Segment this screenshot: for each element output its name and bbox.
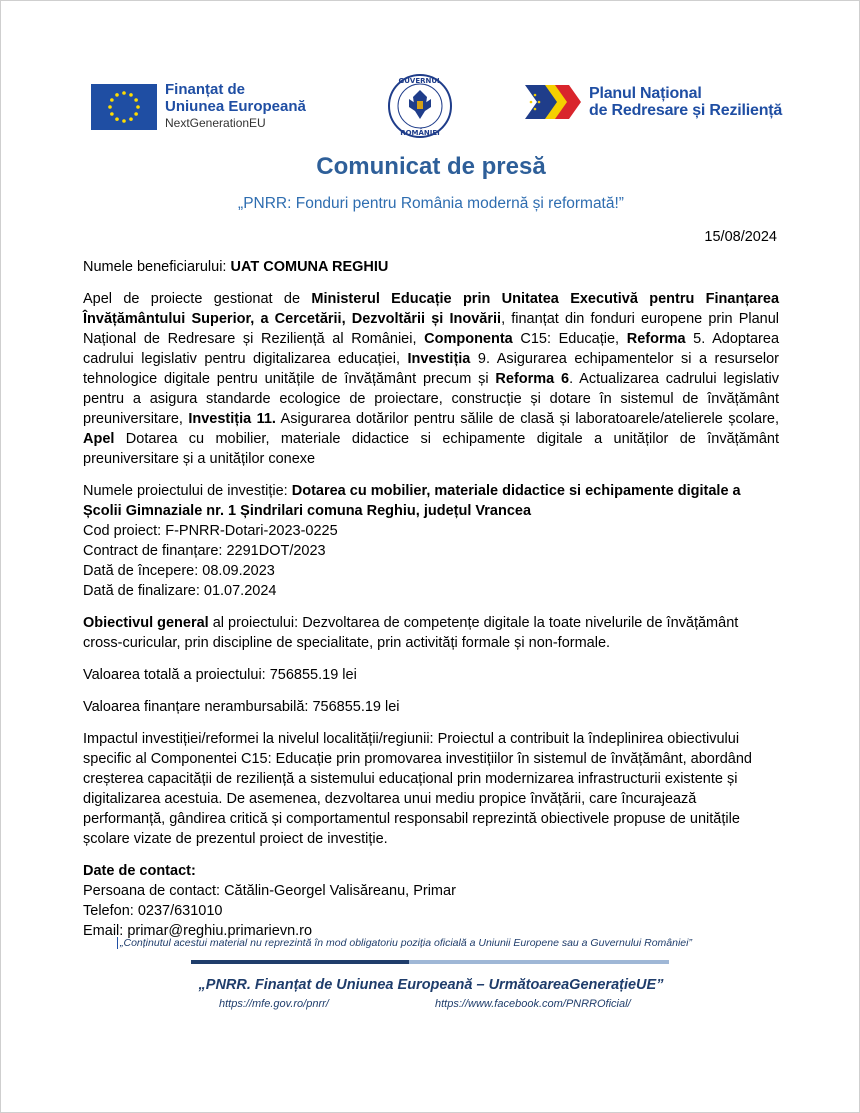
pnrr-logo-line2: de Redresare și Reziliență (589, 102, 783, 119)
contact-heading: Date de contact: (83, 863, 196, 879)
project-name-label: Numele proiectului de investiție: (83, 483, 292, 499)
project-name-line (83, 481, 779, 521)
call-ministry: Ministerul Educație prin Unitatea Executivă pentru Finanțarea Învățământului Superior, a Cercetării, Dezvoltării și Inovării (83, 291, 780, 327)
eu-star-icon (129, 93, 133, 97)
document-body (83, 257, 779, 953)
contact-phone: Telefon: 0237/631010 (83, 903, 223, 919)
logo-header (1, 73, 860, 143)
eu-flag-icon (91, 84, 157, 130)
project-end-date: Dată de finalizare: 01.07.2024 (83, 583, 277, 599)
eu-star-icon (134, 98, 138, 102)
objective-paragraph (83, 613, 779, 653)
call-text: . Actualizarea cadrului legislativ pentru a asigura standarde ecologice de proiectare, construcție și dotare în sistemul de învățământ preuniversitare, (83, 371, 779, 427)
eu-logo-line2: Uniunea Europeană (165, 98, 306, 115)
seal-top-text: GUVERNUL (398, 77, 442, 85)
call-text: , finanțat din fonduri europene prin Planul Național de Redresare și Reziliență al României, (83, 311, 780, 347)
eu-star-icon (108, 105, 112, 109)
project-code: Cod proiect: F-PNRR-Dotari-2023-0225 (83, 523, 338, 539)
eu-star-icon (134, 112, 138, 116)
footer-title: „PNRR. Finanțat de Uniunea Europeană – UrmătoareaGenerațieUE” (198, 977, 664, 993)
eu-star-icon (115, 117, 119, 121)
eu-star-icon (110, 98, 114, 102)
eu-star-icon (122, 91, 126, 95)
impact-paragraph: Impactul investiției/reformei la nivelul localității/regiunii: Proiectul a contribuit la îndeplinirea obiectivului specific al Componentei C15: Educație prin promovarea investițiilor în sistemul de învățământ, abordând creșterea capacității de reziliență a sistemului educațional prin modernizarea infrastructurii existente și digitalizarea acestuia. De asemenea, dezvoltarea unui mediu propice învățării, care încurajează performanță, gândirea critică și comportamentul responsabil reprezintă obiectivele propuse de unitățile școlare vizate de prezentul proiect de investiție. (83, 731, 752, 847)
government-seal-icon (387, 73, 453, 139)
project-details (83, 481, 779, 601)
contact-person: Persoana de contact: Cătălin-Georgel Valisăreanu, Primar (83, 883, 456, 899)
pnrr-flag-icon (525, 85, 583, 119)
objective-label: Obiectivul general (83, 615, 209, 631)
seal-bottom-text: ROMÂNIEI (400, 129, 440, 137)
call-text: Asigurarea dotărilor pentru sălile de clasă și laboratoarele/atelierele școlare, (275, 411, 780, 427)
eu-funding-logo (91, 81, 306, 132)
press-release-subtitle: „PNRR: Fonduri pentru România modernă și reformată!” (238, 195, 624, 212)
beneficiary-label: Numele beneficiarului: (83, 259, 231, 275)
eu-star-icon (129, 117, 133, 121)
call-text: 9. Asigurarea echipamentelor si a resurselor tehnologice digitale pentru unitățile de învățământ precum și (83, 351, 780, 387)
call-reform-label: Reforma (626, 331, 686, 347)
pnrr-logo-line1: Planul Național (589, 85, 702, 102)
facebook-link[interactable]: https://www.facebook.com/PNRROficial/ (435, 998, 631, 1010)
call-investment-label: Investiția (407, 351, 471, 367)
beneficiary-value: UAT COMUNA REGHIU (230, 259, 389, 275)
footer-divider (191, 960, 669, 964)
contact-email: Email: primar@reghiu.primarievn.ro (83, 923, 313, 939)
footer-disclaimer: „Conținutul acestui material nu reprezintă în mod obligatoriu poziția oficială a Uniunii Europene sau a Guvernului României” (117, 937, 757, 949)
eu-star-icon (136, 105, 140, 109)
eu-logo-line3: NextGenerationEU (165, 116, 266, 130)
total-value: Valoarea totală a proiectului: 756855.19 lei (83, 667, 357, 683)
call-text: Dotarea cu mobilier, materiale didactice si echipamente digitale a unităților de învățământ preuniversitare și a unităților conexe (83, 431, 779, 467)
call-investment11-label: Investiția 11. (188, 411, 276, 427)
call-text: 5. Adoptarea cadrului legislativ pentru digitalizarea educației, (83, 331, 780, 367)
eu-logo-line1: Finanțat de (165, 81, 246, 98)
release-date: 15/08/2024 (704, 229, 777, 245)
call-text: Apel de proiecte gestionat de (83, 291, 312, 307)
project-name-value: Dotarea cu mobilier, materiale didactice si echipamente digitale a Școlii Gimnaziale nr. 1 Șindrilari comuna Reghiu, județul Vrancea (83, 483, 741, 519)
call-apel-label: Apel (83, 431, 115, 447)
contact-block (83, 861, 779, 941)
project-start-date: Dată de începere: 08.09.2023 (83, 563, 275, 579)
grant-value: Valoarea finanțare nerambursabilă: 756855.19 lei (83, 699, 400, 715)
objective-text: al proiectului: Dezvoltarea de competențe digitale la toate nivelurile de învățământ cross-curicular, prin discipline de specialitate, prin activități formale și non-formale. (83, 615, 739, 651)
mfe-link[interactable]: https://mfe.gov.ro/pnrr/ (219, 998, 329, 1010)
project-contract: Contract de finanțare: 2291DOT/2023 (83, 543, 326, 559)
call-reform6-label: Reforma 6 (495, 371, 570, 387)
pnrr-logo (525, 85, 782, 119)
call-text: C15: Educație, (512, 331, 627, 347)
press-release-title: Comunicat de presă (316, 153, 546, 180)
eu-star-icon (115, 93, 119, 97)
call-component-label: Componenta (424, 331, 513, 347)
eu-star-icon (110, 112, 114, 116)
eu-star-icon (122, 119, 126, 123)
call-paragraph (83, 289, 779, 469)
beneficiary-line (83, 257, 779, 277)
